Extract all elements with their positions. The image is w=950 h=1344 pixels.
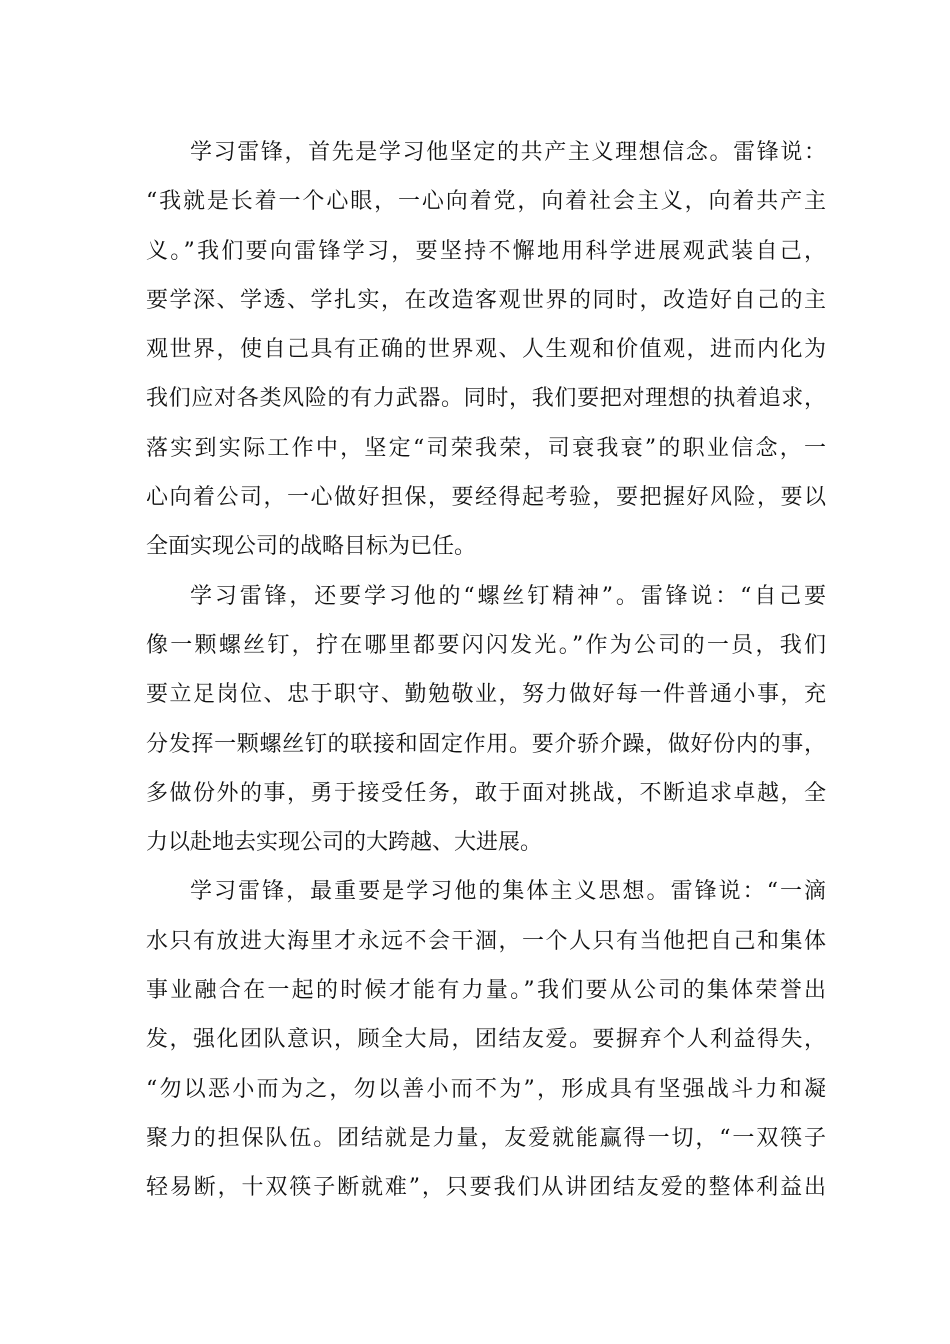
paragraph-line: 分发挥一颗螺丝钉的联接和固定作用。要介骄介躁，做好份内的事， [146, 731, 826, 757]
paragraph-line: 像一颗螺丝钉，拧在哪里都要闪闪发光。”作为公司的一员，我们 [146, 632, 826, 658]
paragraph-line: 心向着公司，一心做好担保，要经得起考验，要把握好风险，要以 [146, 485, 826, 511]
paragraph-line: 要立足岗位、忠于职守、勤勉敬业，努力做好每一件普通小事，充 [146, 682, 826, 708]
document-body [146, 128, 826, 1213]
paragraph-line: 轻易断，十双筷子断就难”，只要我们从讲团结友爱的整体利益出 [146, 1175, 826, 1201]
paragraph-line: 落实到实际工作中，坚定“司荣我荣，司衰我衰”的职业信念，一 [146, 435, 826, 461]
paragraph-line: 力以赴地去实现公司的大跨越、大进展。 [146, 830, 543, 856]
paragraph-line: 事业融合在一起的时候才能有力量。”我们要从公司的集体荣誉出 [146, 978, 826, 1004]
paragraph-line: 水只有放进大海里才永远不会干涸，一个人只有当他把自己和集体 [146, 928, 826, 954]
paragraph-line: 要学深、学透、学扎实，在改造客观世界的同时，改造好自己的主 [146, 287, 826, 313]
paragraph-3 [146, 867, 826, 1212]
paragraph-1 [146, 128, 826, 572]
paragraph-line: 发，强化团队意识，顾全大局，团结友爱。要摒弃个人利益得失， [146, 1027, 826, 1053]
paragraph-line: 学习雷锋，还要学习他的“螺丝钉精神”。雷锋说：“自己要 [190, 583, 826, 609]
paragraph-line: “我就是长着一个心眼，一心向着党，向着社会主义，向着共产主 [146, 189, 826, 215]
paragraph-line: 全面实现公司的战略目标为已任。 [146, 534, 477, 560]
paragraph-2 [146, 572, 826, 868]
paragraph-line: 观世界，使自己具有正确的世界观、人生观和价值观，进而内化为 [146, 337, 826, 363]
paragraph-line: “勿以恶小而为之，勿以善小而不为”，形成具有坚强战斗力和凝 [146, 1076, 826, 1102]
paragraph-line: 学习雷锋，首先是学习他坚定的共产主义理想信念。雷锋说： [190, 140, 826, 165]
paragraph-line: 多做份外的事，勇于接受任务，敢于面对挑战，不断追求卓越，全 [146, 780, 826, 806]
paragraph-line: 我们应对各类风险的有力武器。同时，我们要把对理想的执着追求， [146, 386, 826, 412]
paragraph-line: 学习雷锋，最重要是学习他的集体主义思想。雷锋说：“一滴 [190, 879, 826, 905]
paragraph-line: 聚力的担保队伍。团结就是力量，友爱就能赢得一切，“一双筷子 [146, 1125, 826, 1151]
paragraph-line: 义。”我们要向雷锋学习，要坚持不懈地用科学进展观武装自己， [146, 238, 826, 264]
